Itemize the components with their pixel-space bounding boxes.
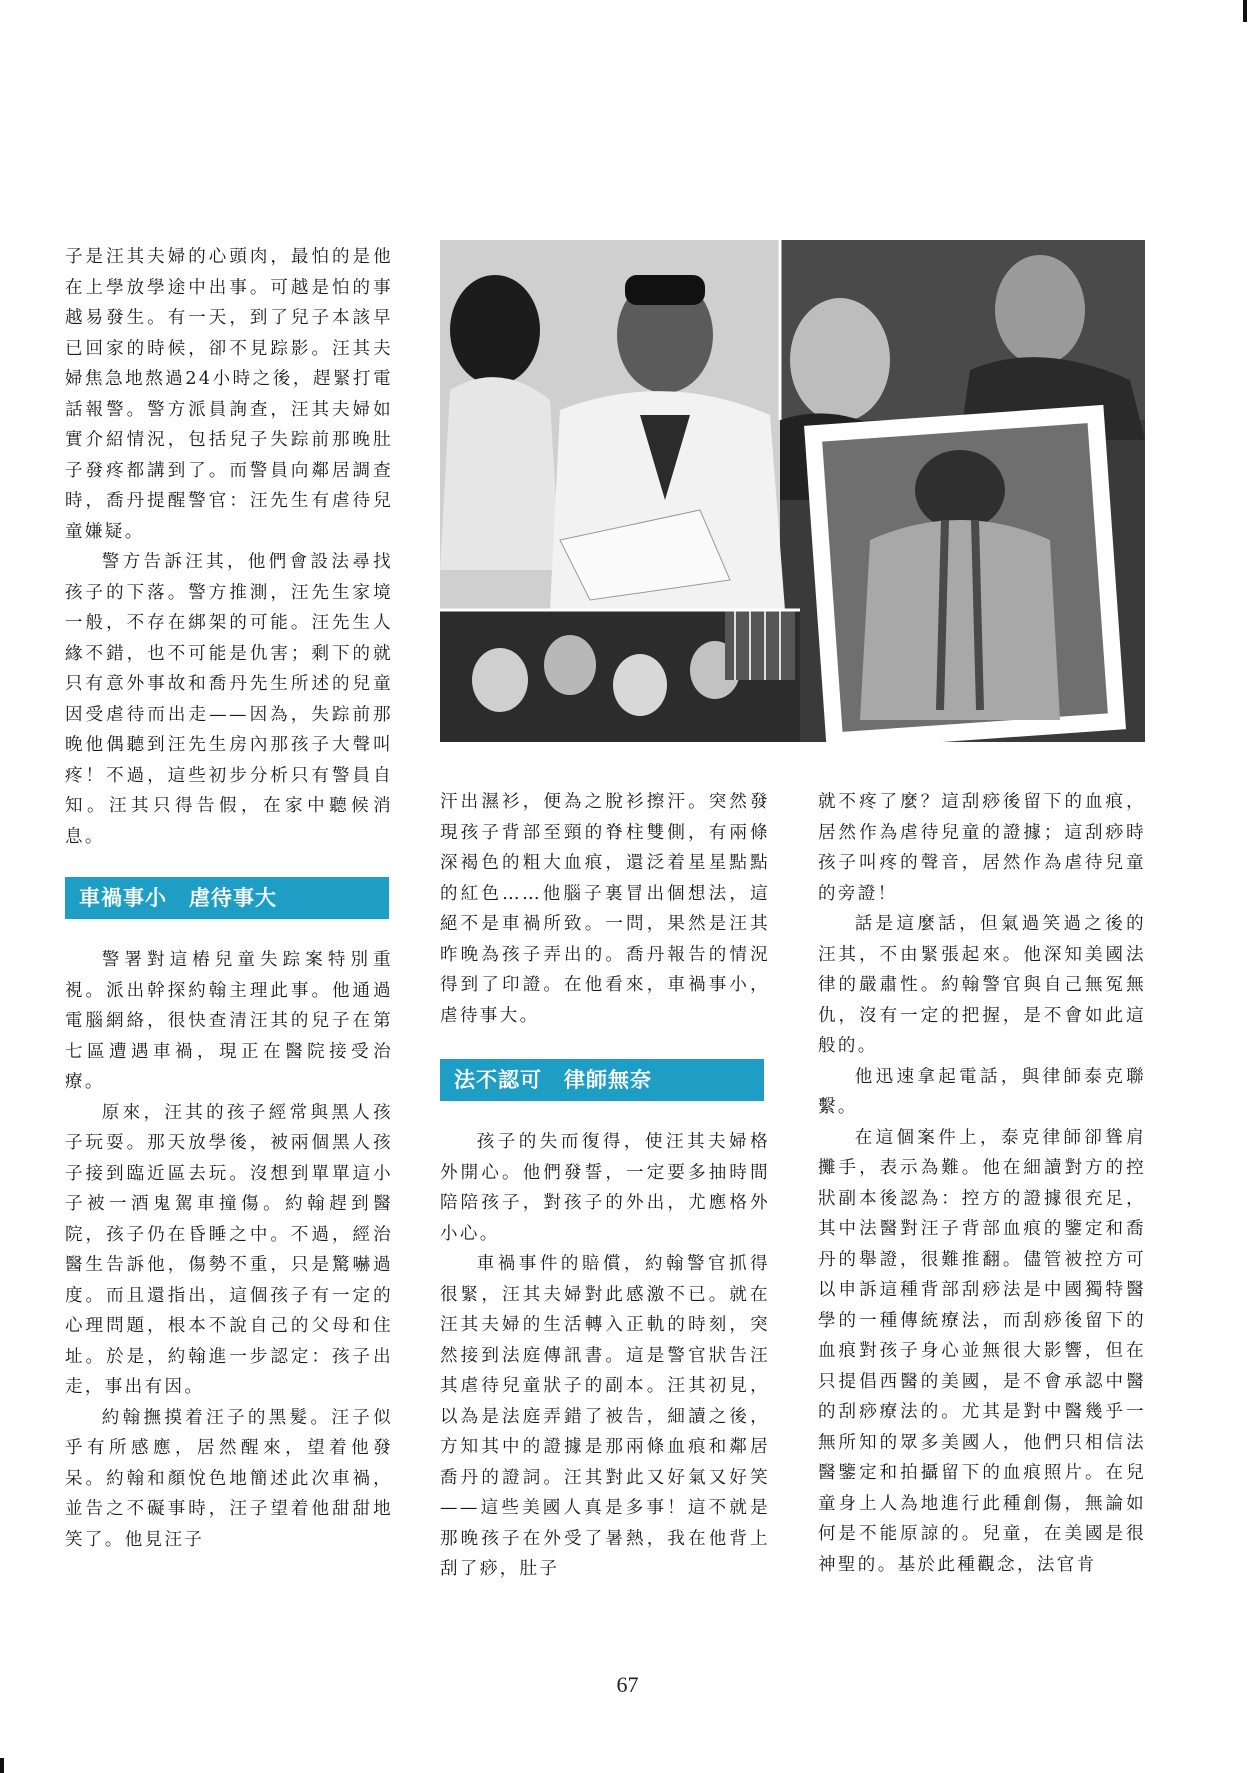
- paragraph: 在這個案件上，泰克律師卻聳肩攤手，表示為難。他在細讀對方的控狀副本後認為：控方的證據很充足，其中法醫對汪子背部血痕的鑒定和喬丹的舉證，很難推翻。儘管被控方可以申訴這種背部刮痧法是中國獨特醫學的一種傳統療法，而刮痧後留下的血痕對孩子身心並無很大影響，但在只提倡西醫的美國，是不會承認中醫的刮痧療法的。尤其是對中醫幾乎一無所知的眾多美國人，他們只相信法醫鑒定和拍攝留下的血痕照片。在兒童身上人為地進行此種創傷，無論如何是不能原諒的。兒童，在美國是很神聖的。基於此種觀念，法官肯: [818, 1127, 1146, 1575]
- paragraph: 車禍事件的賠償，約翰警官抓得很緊，汪其夫婦對此感激不已。就在汪其夫婦的生活轉入正軌的時刻，突然接到法庭傳訊書。這是警官狀告汪其虐待兒童狀子的副本。汪其初見，以為是法庭弄錯了被告，細讀之後，方知其中的證據是那兩條血痕和鄰居喬丹的證詞。汪其對此又好氣又好笑——這些美國人真是多事！這不就是那晚孩子在外受了暑熱，我在他背上刮了痧，肚子: [440, 1254, 770, 1579]
- paragraph: 就不疼了麼？這刮痧後留下的血痕，居然作為虐待兒童的證據；這刮痧時孩子叫疼的聲音，居然作為虐待兒童的旁證！: [818, 792, 1146, 904]
- section-heading-law: 法不認可 律師無奈: [440, 1059, 764, 1101]
- left-column: [65, 242, 393, 1555]
- paragraph: 汗出濕衫，便為之脫衫擦汗。突然發現孩子背部至頸的脊柱雙側，有兩條深褐色的粗大血痕，還泛着星星點點的紅色……他腦子裏冒出個想法，這絕不是車禍所致。一問，果然是汪其昨晚為孩子弄出的。喬丹報告的情況得到了印證。在他看來，車禍事小，虐待事大。: [440, 792, 770, 1026]
- paragraph: 他迅速拿起電話，與律師泰克聯繫。: [818, 1066, 1146, 1117]
- paragraph: 警方告訴汪其，他們會設法尋找孩子的下落。警方推測，汪先生家境一般，不存在綁架的可能。汪先生人緣不錯，也不可能是仇害；剩下的就只有意外事故和喬丹先生所述的兒童因受虐待而出走——因為，失踪前那晚他偶聽到汪先生房內那孩子大聲叫疼！不過，這些初步分析只有警員自知。汪其只得告假，在家中聽候消息。: [65, 552, 393, 847]
- paragraph: 約翰撫摸着汪子的黑髮。汪子似乎有所感應，居然醒來，望着他發呆。約翰和顏悅色地簡述此次車禍，並告之不礙事時，汪子望着他甜甜地笑了。他見汪子: [65, 1407, 393, 1550]
- paragraph: 原來，汪其的孩子經常與黑人孩子玩耍。那天放學後，被兩個黑人孩子接到臨近區去玩。沒想到單單這小子被一酒鬼駕車撞傷。約翰趕到醫院，孩子仍在昏睡之中。不過，經治醫生告訴他，傷勢不重，只是驚嚇過度。而且還指出，這個孩子有一定的心理問題，根本不說自己的父母和住址。於是，約翰進一步認定：孩子出走，事出有因。: [65, 1102, 393, 1397]
- middle-column: [440, 787, 770, 1585]
- scan-edge-mark: [0, 1758, 4, 1773]
- illustration-collage: [440, 240, 1145, 742]
- paragraph: 孩子的失而復得，使汪其夫婦格外開心。他們發誓，一定要多抽時間陪陪孩子，對孩子的外出，尤應格外小心。: [440, 1132, 770, 1244]
- scan-edge-mark: [1243, 0, 1247, 22]
- section-heading-accident: 車禍事小 虐待事大: [65, 877, 389, 919]
- paragraph: 警署對這樁兒童失踪案特別重視。派出幹探約翰主理此事。他通過電腦網絡，很快查清汪其的兒子在第七區遭遇車禍，現正在醫院接受治療。: [65, 950, 393, 1092]
- page-number: 67: [616, 1672, 639, 1697]
- right-column: [818, 787, 1146, 1580]
- paragraph: 子是汪其夫婦的心頭肉，最怕的是他在上學放學途中出事。可越是怕的事越易發生。有一天，到了兒子本該早已回家的時候，卻不見踪影。汪其夫婦焦急地熬過24小時之後，趕緊打電話報警。警方派員詢查，汪其夫婦如實介紹情況，包括兒子失踪前那晚肚子發疼都講到了。而警員向鄰居調查時，喬丹提醒警官：汪先生有虐待兒童嫌疑。: [65, 247, 393, 542]
- paragraph: 話是這麼話，但氣過笑過之後的汪其，不由緊張起來。他深知美國法律的嚴肅性。約翰警官與自己無冤無仇，沒有一定的把握，是不會如此這般的。: [818, 914, 1146, 1056]
- illustration-art: [440, 240, 1145, 742]
